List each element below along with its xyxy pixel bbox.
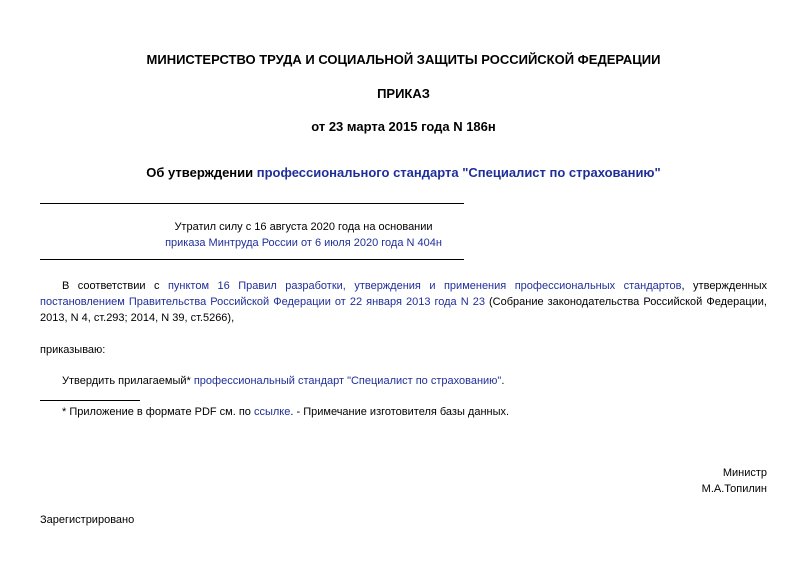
document-title: [0, 165, 807, 180]
basis-paragraph: [40, 278, 767, 326]
standard-title-link[interactable]: профессионального стандарта "Специалист по страхованию": [256, 165, 661, 180]
pdf-link[interactable]: ссылке: [253, 406, 291, 418]
standard-link[interactable]: профессиональный стандарт "Специалист по страхованию": [193, 375, 502, 387]
footnote-divider: [40, 400, 140, 401]
divider-top: [40, 203, 464, 204]
government-decree-link[interactable]: постановлением Правительства Российской Федерации от 22 января 2013 года N 23: [40, 296, 485, 308]
basis-prefix: В соответствии с: [62, 280, 168, 292]
footnote: [62, 404, 762, 420]
expired-note-line: [40, 237, 567, 249]
rules-clause-link[interactable]: пунктом 16 Правил разработки, утверждения и применения профессиональных стандартов: [167, 280, 682, 292]
basis-suffix: (Собрание законодательства Российской Федерации, 2013, N 4, ст.293; 2014, N 39, ст.5266),: [40, 296, 767, 324]
basis-middle: , утвержденных: [681, 280, 768, 292]
footnote-suffix: . - Примечание изготовителя базы данных.: [290, 406, 510, 418]
expired-note-text: Утратил силу с 16 августа 2020 года на основании: [174, 221, 433, 233]
order-word: приказываю:: [40, 344, 106, 356]
footnote-prefix: * Приложение в формате PDF см. по: [62, 406, 254, 418]
divider-bottom: [40, 259, 464, 260]
document-type: ПРИКАЗ: [377, 86, 430, 101]
document-date-number: от 23 марта 2015 года N 186н: [311, 119, 496, 134]
approve-prefix: Утвердить прилагаемый*: [62, 375, 194, 387]
approve-paragraph: [62, 373, 762, 389]
title-prefix: Об утверждении: [146, 165, 257, 180]
approve-suffix: .: [501, 375, 505, 387]
ministry-heading: МИНИСТЕРСТВО ТРУДА И СОЦИАЛЬНОЙ ЗАЩИТЫ РОССИЙСКОЙ ФЕДЕРАЦИИ: [146, 52, 661, 67]
signature-role: Министр: [722, 467, 767, 479]
repeal-order-link[interactable]: приказа Минтруда России от 6 июля 2020 года N 404н: [165, 237, 442, 249]
signature-name: М.А.Топилин: [701, 483, 767, 495]
registered-label: Зарегистрировано: [40, 514, 135, 526]
